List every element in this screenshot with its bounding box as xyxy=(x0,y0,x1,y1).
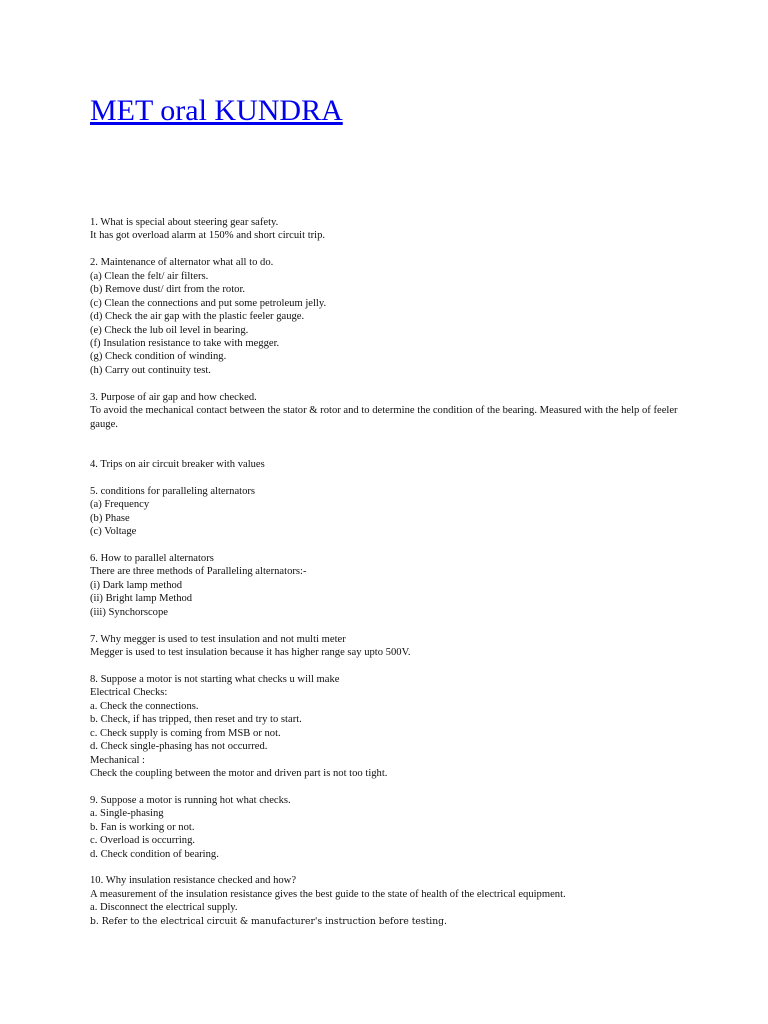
electrical-checks-heading: Electrical Checks: xyxy=(90,687,168,699)
document-body xyxy=(90,216,690,928)
list-item: (e) Check the lub oil level in bearing. xyxy=(90,324,249,336)
mechanical-heading: Mechanical : xyxy=(90,754,146,766)
list-item: b. Refer to the electrical circuit & manufacturer's instruction before testing. xyxy=(90,915,447,927)
question-10: 10. Why insulation resistance checked and how? xyxy=(90,875,297,887)
answer-3: To avoid the mechanical contact between the stator & rotor and to determine the condition of the bearing. Measured with the help of feeler gauge. xyxy=(90,405,678,430)
question-4: 4. Trips on air circuit breaker with values xyxy=(90,458,265,470)
list-item: (f) Insulation resistance to take with megger. xyxy=(90,337,280,349)
answer-7: Megger is used to test insulation because it has higher range say upto 500V. xyxy=(90,647,411,659)
list-item: b. Fan is working or not. xyxy=(90,821,195,833)
answer-10: A measurement of the insulation resistance gives the best guide to the state of health of the electrical equipment. xyxy=(90,888,566,900)
list-item: (c) Voltage xyxy=(90,526,137,538)
question-3: 3. Purpose of air gap and how checked. xyxy=(90,391,257,403)
page-title-link[interactable]: MET oral KUNDRA xyxy=(90,94,343,127)
list-item: (d) Check the air gap with the plastic feeler gauge. xyxy=(90,311,305,323)
list-item: (h) Carry out continuity test. xyxy=(90,364,211,376)
list-item: (iii) Synchorscope xyxy=(90,606,168,618)
question-2: 2. Maintenance of alternator what all to do. xyxy=(90,257,274,269)
answer-1: It has got overload alarm at 150% and short circuit trip. xyxy=(90,230,326,242)
list-item: d. Check single-phasing has not occurred. xyxy=(90,741,268,753)
list-item: (a) Frequency xyxy=(90,499,150,511)
list-item: c. Check supply is coming from MSB or not. xyxy=(90,727,281,739)
question-8: 8. Suppose a motor is not starting what checks u will make xyxy=(90,673,340,685)
list-item: (a) Clean the felt/ air filters. xyxy=(90,270,209,282)
list-item: (ii) Bright lamp Method xyxy=(90,593,193,605)
question-9: 9. Suppose a motor is running hot what checks. xyxy=(90,794,291,806)
list-item: a. Single-phasing xyxy=(90,808,164,820)
mechanical-answer: Check the coupling between the motor and driven part is not too tight. xyxy=(90,767,388,779)
list-item: a. Disconnect the electrical supply. xyxy=(90,902,238,914)
list-item: (b) Remove dust/ dirt from the rotor. xyxy=(90,284,246,296)
question-5: 5. conditions for paralleling alternators xyxy=(90,485,256,497)
list-item: a. Check the connections. xyxy=(90,700,199,712)
list-item: (c) Clean the connections and put some petroleum jelly. xyxy=(90,297,327,309)
list-item: (g) Check condition of winding. xyxy=(90,351,227,363)
list-item: b. Check, if has tripped, then reset and try to start. xyxy=(90,714,302,726)
list-item: c. Overload is occurring. xyxy=(90,835,196,847)
question-1: 1. What is special about steering gear safety. xyxy=(90,217,279,228)
question-7: 7. Why megger is used to test insulation and not multi meter xyxy=(90,633,346,645)
answer-6-intro: There are three methods of Paralleling alternators:- xyxy=(90,566,307,578)
list-item: d. Check condition of bearing. xyxy=(90,848,219,860)
question-6: 6. How to parallel alternators xyxy=(90,552,214,564)
list-item: (i) Dark lamp method xyxy=(90,579,183,591)
list-item: (b) Phase xyxy=(90,512,130,524)
